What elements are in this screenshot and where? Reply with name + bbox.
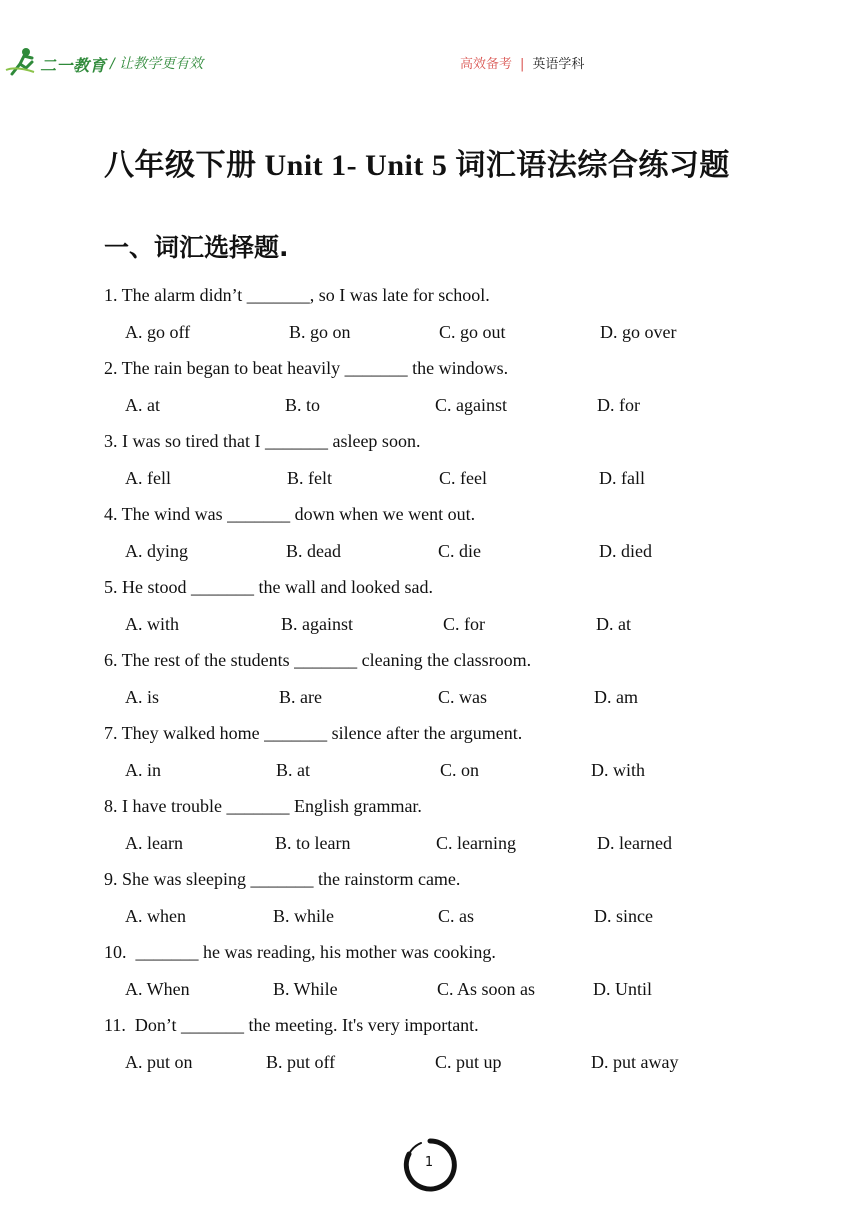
option-c: C. go out xyxy=(439,322,506,342)
option-c: C. As soon as xyxy=(437,979,536,999)
section-title: 一、词汇选择题. xyxy=(104,233,289,262)
page-number: 1 xyxy=(424,1155,434,1170)
option-c: C. on xyxy=(440,760,480,780)
option-a: A. go off xyxy=(125,322,191,342)
question-item xyxy=(104,723,804,796)
option-a: A. with xyxy=(125,614,179,634)
option-b: B. while xyxy=(273,906,334,926)
subject-label: 英语学科 xyxy=(532,57,585,72)
question-item xyxy=(104,577,804,650)
option-d: D. Until xyxy=(593,979,653,999)
option-c: C. against xyxy=(435,395,507,415)
runner-logo-icon xyxy=(4,44,40,80)
option-b: B. at xyxy=(276,760,310,780)
question-item xyxy=(104,504,804,577)
question-item xyxy=(104,869,804,942)
option-d: D. with xyxy=(591,760,645,780)
question-list xyxy=(104,285,804,1088)
brand-name: 二一教育 xyxy=(40,56,107,75)
question-item xyxy=(104,796,804,869)
option-c: C. for xyxy=(443,614,485,634)
page-header xyxy=(0,0,860,90)
question-stem: 11. Don’t _______ the meeting. It's very important. xyxy=(104,1015,479,1035)
option-d: D. at xyxy=(596,614,631,634)
question-item xyxy=(104,431,804,504)
option-c: C. die xyxy=(438,541,481,561)
page-title: 八年级下册 Unit 1- Unit 5 词汇语法综合练习题 xyxy=(104,149,730,182)
option-b: B. felt xyxy=(287,468,332,488)
question-stem: 6. The rest of the students _______ cleaning the classroom. xyxy=(104,650,532,670)
question-stem: 3. I was so tired that I _______ asleep soon. xyxy=(104,431,421,451)
option-a: A. in xyxy=(125,760,161,780)
option-a: A. fell xyxy=(125,468,171,488)
option-b: B. While xyxy=(273,979,338,999)
question-stem: 5. He stood _______ the wall and looked sad. xyxy=(104,577,433,597)
question-stem: 9. She was sleeping _______ the rainstorm came. xyxy=(104,869,461,889)
option-c: C. as xyxy=(438,906,474,926)
option-d: D. am xyxy=(594,687,638,707)
option-a: A. put on xyxy=(125,1052,193,1072)
option-c: C. was xyxy=(438,687,487,707)
question-stem: 10. _______ he was reading, his mother was cooking. xyxy=(104,942,496,962)
question-stem: 4. The wind was _______ down when we went out. xyxy=(104,504,476,524)
option-a: A. When xyxy=(125,979,190,999)
question-item xyxy=(104,285,804,358)
option-a: A. at xyxy=(125,395,160,415)
option-a: A. is xyxy=(125,687,160,707)
option-d: D. learned xyxy=(597,833,672,853)
question-stem: 7. They walked home _______ silence after the argument. xyxy=(104,723,523,743)
option-a: A. dying xyxy=(125,541,188,561)
question-stem: 8. I have trouble _______ English grammar. xyxy=(104,796,422,816)
option-d: D. put away xyxy=(591,1052,679,1072)
question-item xyxy=(104,650,804,723)
question-item xyxy=(104,1015,804,1088)
option-d: D. for xyxy=(597,395,640,415)
option-b: B. put off xyxy=(266,1052,336,1072)
option-a: A. learn xyxy=(125,833,183,853)
question-stem: 2. The rain began to beat heavily _______ the windows. xyxy=(104,358,509,378)
option-c: C. learning xyxy=(436,833,516,853)
option-b: B. to learn xyxy=(275,833,351,853)
option-d: D. died xyxy=(599,541,652,561)
header-separator: | xyxy=(520,57,525,72)
option-d: D. go over xyxy=(600,322,677,342)
option-b: B. go on xyxy=(289,322,351,342)
question-item xyxy=(104,942,804,1015)
header-right xyxy=(460,53,584,72)
option-b: B. to xyxy=(285,395,321,415)
question-item xyxy=(104,358,804,431)
option-b: B. are xyxy=(279,687,322,707)
option-d: D. fall xyxy=(599,468,645,488)
option-d: D. since xyxy=(594,906,653,926)
question-stem: 1. The alarm didn’t _______, so I was late for school. xyxy=(104,285,490,305)
option-c: C. put up xyxy=(435,1052,502,1072)
brand-slogan: / 让教学更有效 xyxy=(110,56,204,72)
option-b: B. against xyxy=(281,614,353,634)
option-a: A. when xyxy=(125,906,186,926)
option-c: C. feel xyxy=(439,468,487,488)
option-b: B. dead xyxy=(286,541,341,561)
exam-label: 高效备考 xyxy=(460,57,513,72)
